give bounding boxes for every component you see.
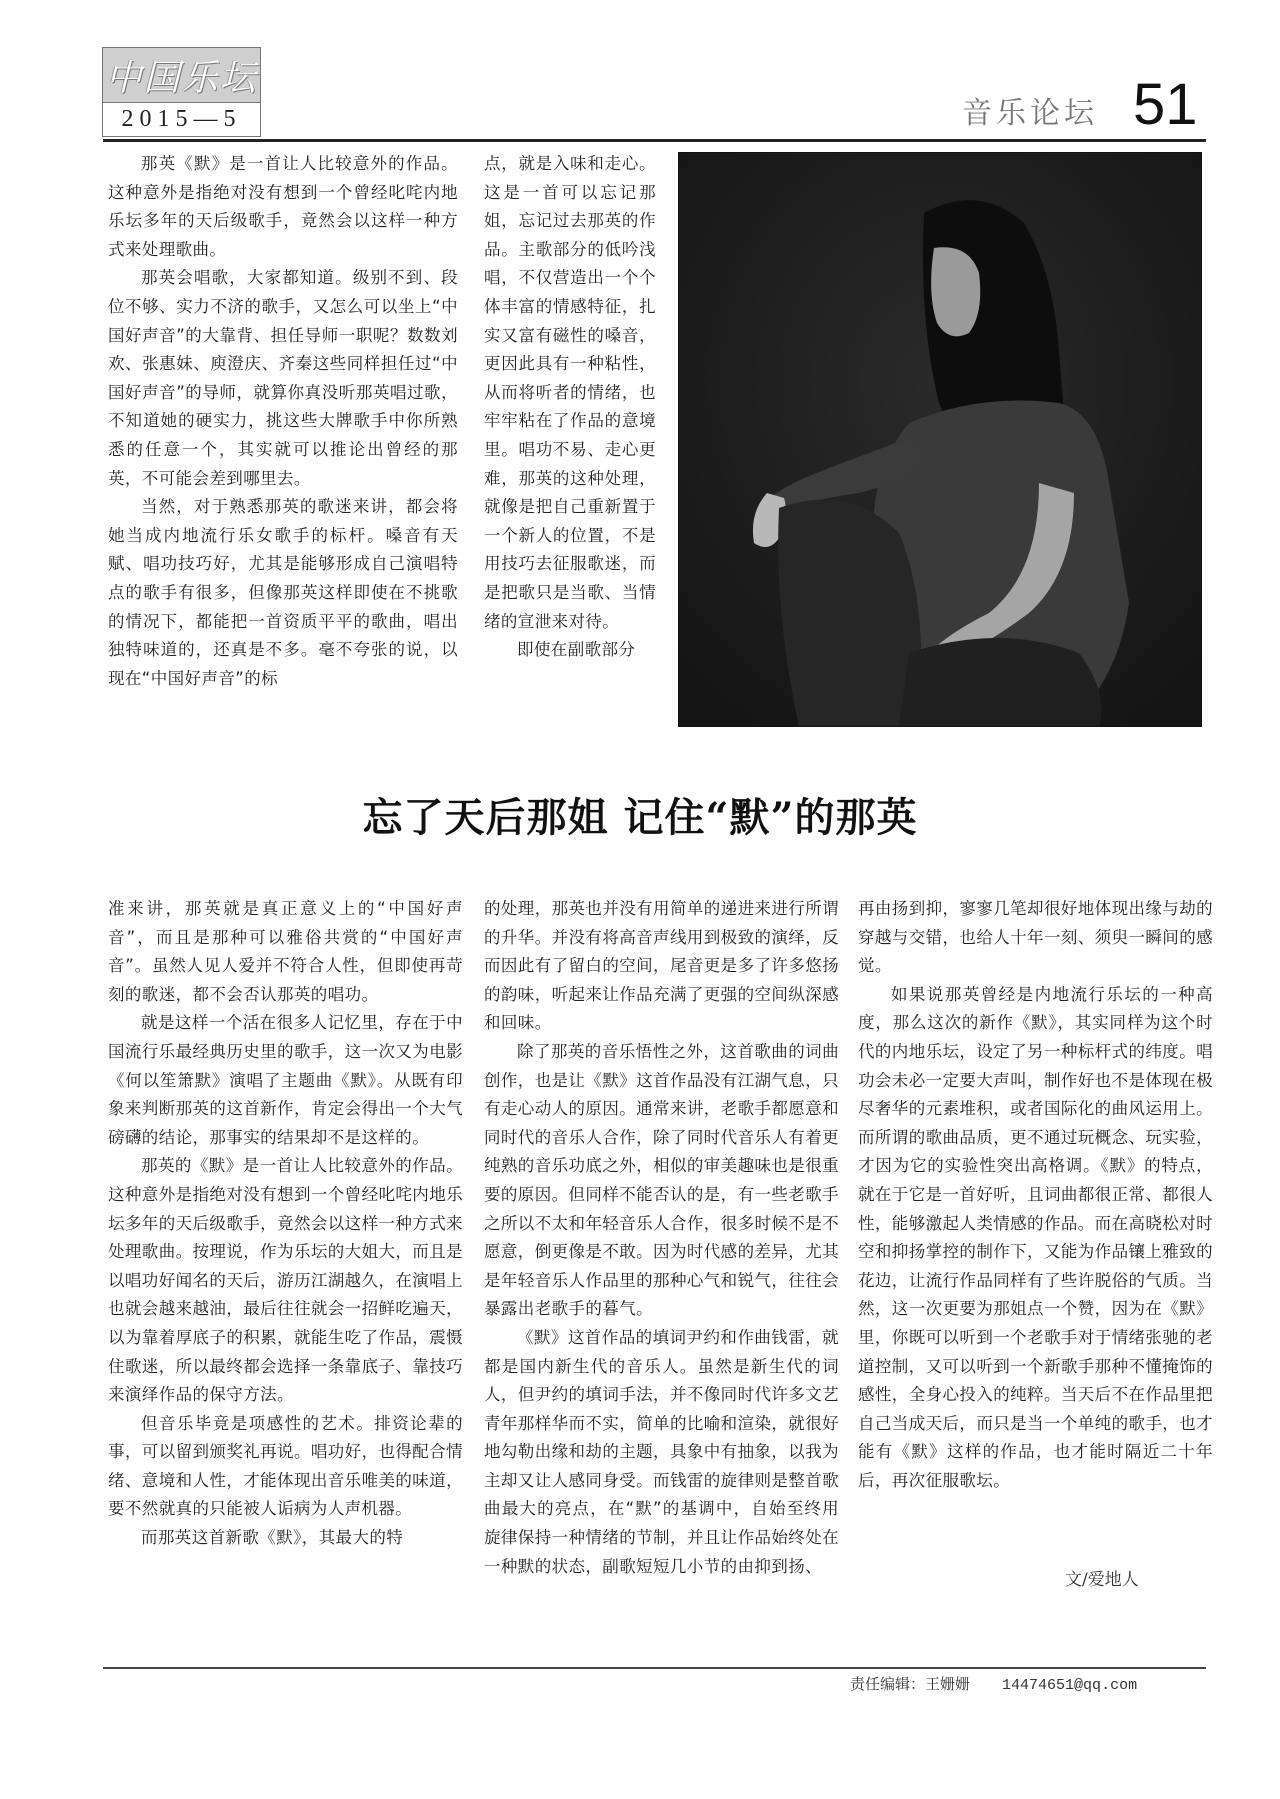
article-column-top-narrow bbox=[484, 150, 656, 665]
author-byline: 文/爱地人 bbox=[1065, 1570, 1139, 1590]
magazine-logo bbox=[102, 47, 261, 137]
paragraph: 点，就是入味和走心。这是一首可以忘记那姐，忘记过去那英的作品。主歌部分的低吟浅唱，不仅营造出一个个体丰富的情感特征，扎实又富有磁性的嗓音，更因此具有一种粘性，从而将听者的情绪，也牢牢粘在了作品的意境里。唱功不易、走心更难，那英的这种处理，就像是把自己重新置于一个新人的位置，不是用技巧去征服歌迷，而是把歌只是当歌、当情绪的宣泄来对待。 bbox=[484, 154, 656, 631]
section-title: 音乐论坛 bbox=[962, 96, 1098, 131]
paragraph: 当然，对于熟悉那英的歌迷来讲，都会将她当成内地流行乐女歌手的标杆。嗓音有天赋、唱功技巧好，尤其是能够形成自己演唱特点的歌手有很多，但像那英这样即使在不挑歌的情况下，都能把一首资质平平的歌曲，唱出独特味道的，还真是不多。毫不夸张的说，以现在“中国好声音”的标 bbox=[108, 497, 458, 688]
article-column-1 bbox=[108, 895, 463, 1553]
issue-number: 2015—5 bbox=[121, 106, 242, 132]
paragraph: 而那英这首新歌《默》，其最大的特 bbox=[141, 1528, 404, 1548]
magazine-name: 中国乐坛 bbox=[103, 48, 260, 103]
paragraph: 除了那英的音乐悟性之外，这首歌曲的词曲创作，也是让《默》这首作品没有江湖气息，只有走心动人的原因。通常来讲，老歌手都愿意和同时代的音乐人合作，除了同时代音乐人有着更纯熟的音乐功底之外，相似的审美趣味也是很重要的原因。但同样不能否认的是，有一些老歌手之所以不太和年轻音乐人合作，很多时候不是不愿意，倒更像是不敢。因为时代感的差异，尤其是年轻音乐人作品里的那种心气和锐气，往往会暴露出老歌手的暮气。 bbox=[484, 1041, 839, 1319]
portrait-image bbox=[679, 153, 1201, 726]
header-rule bbox=[103, 139, 1206, 142]
editor-label: 责任编辑：王姗姗 bbox=[850, 1677, 971, 1694]
page-number: 51 bbox=[1133, 72, 1198, 137]
paragraph: 那英的《默》是一首让人比较意外的作品。这种意外是指绝对没有想到一个曾经叱咤内地乐坛多年的天后级歌手，竟然会以这样一种方式来处理歌曲。按理说，作为乐坛的大姐大，而且是以唱功好闻名的天后，游历江湖越久，在演唱上也就会越来越油，最后往往就会一招鲜吃遍天，以为靠着厚底子的积累，就能生吃了作品，震慑住歌迷，所以最终都会选择一条靠底子、靠技巧来演绎作品的保守方法。 bbox=[108, 1156, 463, 1405]
article-column-3 bbox=[858, 895, 1213, 1495]
article-photo bbox=[678, 152, 1202, 727]
paragraph: 就是这样一个活在很多人记忆里，存在于中国流行乐最经典历史里的歌手，这一次又为电影《何以笙箫默》演唱了主题曲《默》。从既有印象来判断那英的这首新作，肯定会得出一个大气磅礴的结论，那事实的结果却不是这样的。 bbox=[108, 1013, 463, 1147]
article-column-top-left bbox=[108, 150, 458, 693]
article-column-2 bbox=[484, 895, 839, 1581]
paragraph: 如果说那英曾经是内地流行乐坛的一种高度，那么这次的新作《默》，其实同样为这个时代的内地乐坛，设定了另一种标杆式的纬度。唱功会未必一定要大声叫，制作好也不是体现在极尽奢华的元素堆积，或者国际化的曲风运用上。而所谓的歌曲品质，更不通过玩概念、玩实验，才因为它的实验性突出高格调。《默》的特点，就在于它是一首好听，且词曲都很正常、都很人性，能够激起人类情感的作品。而在高晓松对时空和抑扬掌控的制作下，又能为作品镶上雅致的花边，让流行作品同样有了些许脱俗的气质。当然，这一次更要为那姐点一个赞，因为在《默》里，你既可以听到一个老歌手对于情绪张驰的老道控制，又可以听到一个新歌手那种不懂掩饰的感性，全身心投入的纯粹。当天后不在作品里把自己当成天后，而只是当一个单纯的歌手，也才能有《默》这样的作品，也才能时隔近二十年后，再次征服歌坛。 bbox=[858, 984, 1213, 1490]
editor-email: 14474651@qq.com bbox=[1002, 1677, 1138, 1694]
paragraph: 的处理，那英也并没有用简单的递进来进行所谓的升华。并没有将高音声线用到极致的演绎，反而因此有了留白的空间，尾音更是多了许多悠扬的韵味，听起来让作品充满了更强的空间纵深感和回味。 bbox=[484, 899, 839, 1033]
paragraph: 再由扬到抑，寥寥几笔却很好地体现出缘与劫的穿越与交错，也给人十年一刻、须臾一瞬间的感觉。 bbox=[858, 899, 1213, 976]
paragraph: 但音乐毕竟是项感性的艺术。排资论辈的事，可以留到颁奖礼再说。唱功好，也得配合情绪、意境和人性，才能体现出音乐唯美的味道，要不然就真的只能被人诟病为人声机器。 bbox=[108, 1413, 463, 1519]
editor-credit bbox=[850, 1673, 1137, 1694]
paragraph: 准来讲，那英就是真正意义上的“中国好声音”，而且是那种可以雅俗共赏的“中国好声音”。虽然人见人爱并不符合人性，但即使再苛刻的歌迷，都不会否认那英的唱功。 bbox=[108, 899, 463, 1004]
footer-rule bbox=[103, 1667, 1206, 1669]
paragraph: 那英会唱歌，大家都知道。级别不到、段位不够、实力不济的歌手，又怎么可以坐上“中国好声音”的大靠背、担任导师一职呢？数数刘欢、张惠妹、庾澄庆、齐秦这些同样担任过“中国好声音”的导师，就算你真没听那英唱过歌，不知道她的硬实力，挑这些大牌歌手中你所熟悉的任意一个，其实就可以推论出曾经的那英，不可能会差到哪里去。 bbox=[108, 268, 458, 488]
paragraph: 《默》这首作品的填词尹约和作曲钱雷，就都是国内新生代的音乐人。虽然是新生代的词人，但尹约的填词手法，并不像同时代许多文艺青年那样华而不实，简单的比喻和渲染，就很好地勾勒出缘和劫的主题，具象中有抽象，以我为主却又让人感同身受。而钱雷的旋律则是整首歌曲最大的亮点，在“默”的基调中，自始至终用旋律保持一种情绪的节制，并且让作品始终处在一种默的状态，副歌短短几小节的由抑到扬、 bbox=[484, 1327, 839, 1576]
paragraph: 即使在副歌部分 bbox=[517, 640, 636, 660]
paragraph: 那英《默》是一首让人比较意外的作品。这种意外是指绝对没有想到一个曾经叱咤内地乐坛多年的天后级歌手，竟然会以这样一种方式来处理歌曲。 bbox=[108, 154, 458, 259]
article-headline: 忘了天后那姐 记住“默”的那英 bbox=[362, 794, 918, 841]
